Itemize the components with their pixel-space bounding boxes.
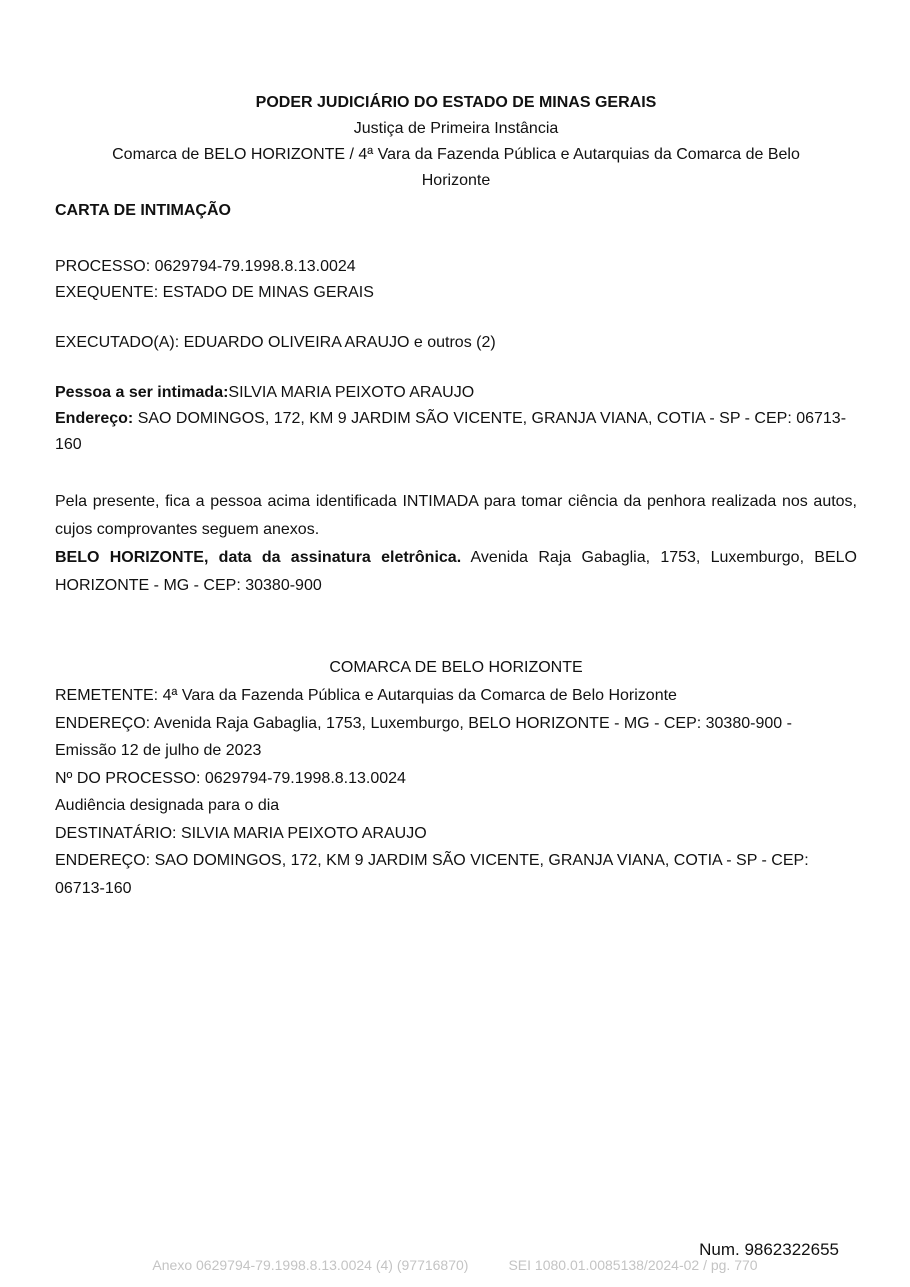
executado-line: EXECUTADO(A): EDUARDO OLIVEIRA ARAUJO e outros (2) [55,334,496,351]
footer-anexo: Anexo 0629794-79.1998.8.13.0024 (4) (97716870) [152,1257,469,1273]
pessoa-label: Pessoa a ser intimada: [55,384,229,401]
court-name: PODER JUDICIÁRIO DO ESTADO DE MINAS GERAIS [255,94,657,111]
body-text: Pela presente, fica a pessoa acima identificada INTIMADA para tomar ciência da penhora realizada nos autos, cujos comprovantes seguem anexos. [55,493,857,538]
envelope-title: COMARCA DE BELO HORIZONTE [329,659,583,676]
endereco-label: Endereço: [55,410,134,427]
audiencia-line: Audiência designada para o dia [55,797,280,814]
processo-line: PROCESSO: 0629794-79.1998.8.13.0024 [55,258,356,275]
remetente-endereco-line: ENDEREÇO: Avenida Raja Gabaglia, 1753, Luxemburgo, BELO HORIZONTE - MG - CEP: 30380-900 - Emissão 12 de julho de 2023 [55,714,792,759]
document-page [55,90,857,902]
doc-title: CARTA DE INTIMAÇÃO [55,202,231,219]
endereco-value: SAO DOMINGOS, 172, KM 9 JARDIM SÃO VICENTE, GRANJA VIANA, COTIA - SP - CEP: 06713-160 [55,410,847,453]
signature-value: Avenida Raja Gabaglia, 1753, Luxemburgo, BELO HORIZONTE - MG - CEP: 30380-900 [55,549,857,594]
destinatario-endereco-line: ENDEREÇO: SAO DOMINGOS, 172, KM 9 JARDIM SÃO VICENTE, GRANJA VIANA, COTIA - SP - CEP: 06713-160 [55,852,809,897]
document-number: Num. 9862322655 [699,1240,839,1259]
pessoa-line [55,380,857,406]
footer-sei: SEI 1080.01.0085138/2024-02 / pg. 770 [508,1257,758,1273]
signature-label: BELO HORIZONTE, data da assinatura eletrônica. [55,549,462,566]
exequente-line: EXEQUENTE: ESTADO DE MINAS GERAIS [55,284,374,301]
envelope-block [55,682,857,902]
pessoa-value: SILVIA MARIA PEIXOTO ARAUJO [228,384,475,401]
comarca-line: Comarca de BELO HORIZONTE / 4ª Vara da Fazenda Pública e Autarquias da Comarca de Belo Horizonte [112,146,800,189]
signature-line [55,544,857,600]
envelope-processo-line: Nº DO PROCESSO: 0629794-79.1998.8.13.0024 [55,769,406,787]
destinatario-line: DESTINATÁRIO: SILVIA MARIA PEIXOTO ARAUJO [55,824,427,842]
remetente-line: REMETENTE: 4ª Vara da Fazenda Pública e Autarquias da Comarca de Belo Horizonte [55,687,677,704]
page-footer [0,1257,910,1273]
instance-line: Justiça de Primeira Instância [353,120,559,137]
endereco-line [55,406,857,458]
